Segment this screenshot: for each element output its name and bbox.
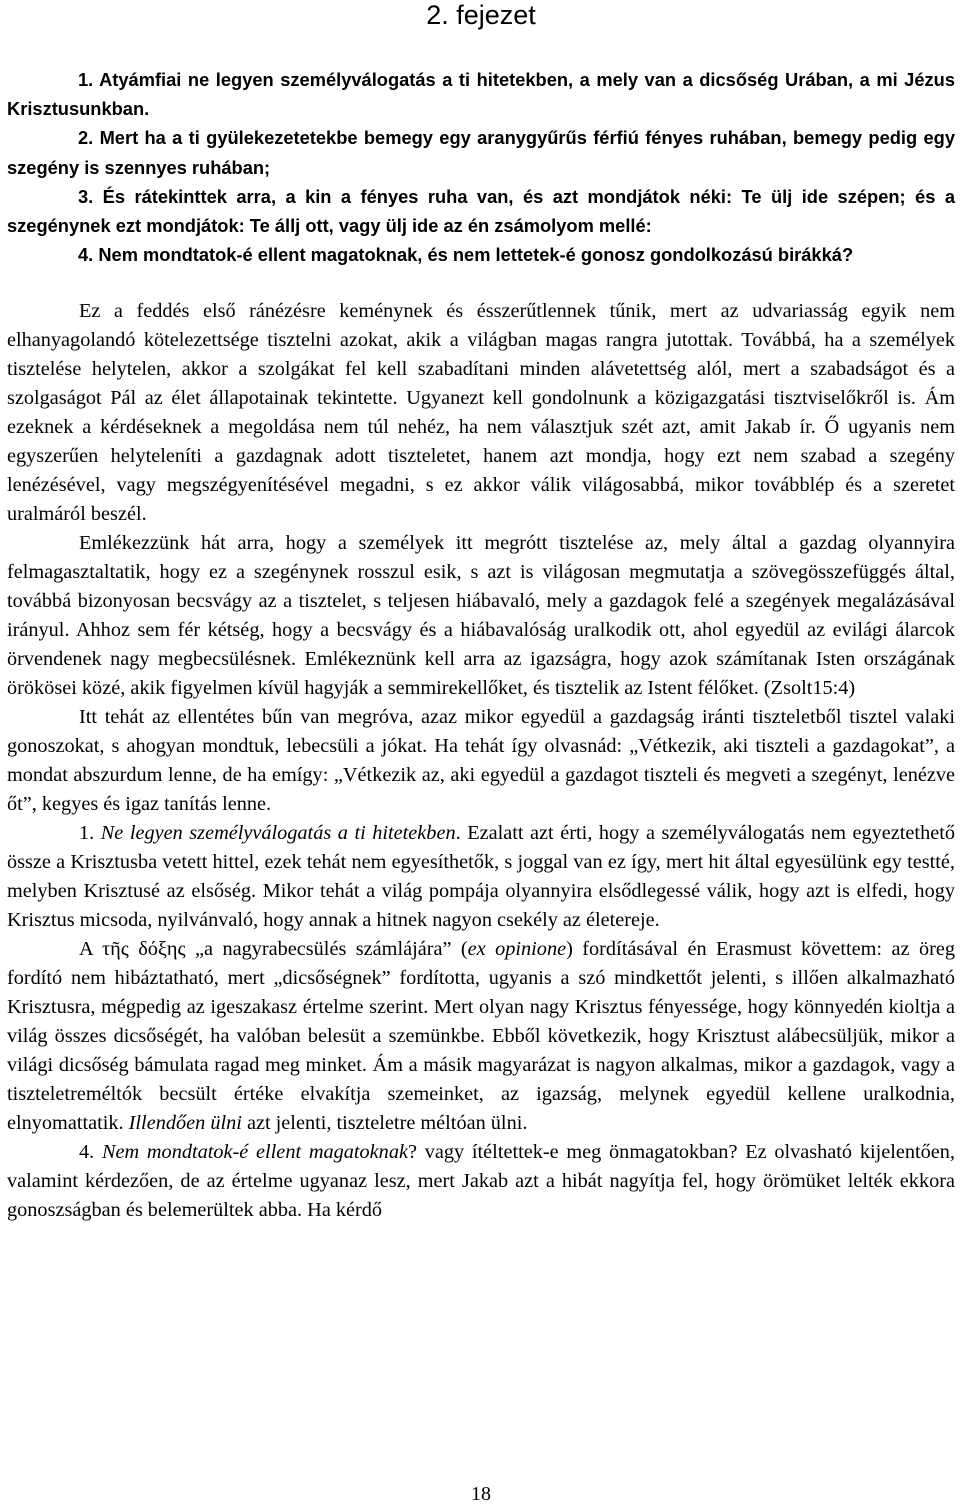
latin-term: ex opinione [467,938,567,961]
paragraph-text: ) fordításával én Erasmust követtem: az öreg fordító nem hibáztatható, mert „dicsőségnek” fordította, ugyanis a szó mindkettőt jelenti, s illően alkalmazható Krisztusra, mégpedig az igeszakasz értelme szerint. Mert olyan nagy Krisztus fényessége, hogy könnyedén kioltja a világ összes dicsőségét, ha valóban belesüt a szemünkbe. Ebből következik, hogy Krisztust alábecsüljük, mikor a világi dicsőség bámulata ragad meg minket. Ám a másik magyarázat is nagyon alkalmas, mikor a gazdagok, vagy a tiszteletreméltók becsült értéke elvakítja szemeinket, az igazság, melynek egyedül kellene uralkodnia, elnyomattatik. [7,938,955,1135]
paragraph-text: . Ezalatt azt érti, hogy a személyválogatás nem egyeztethető össze a Krisztusba vetett hittel, ezek tehát nem egyesíthetők, s joggal van ez így, mert hit által egyesülünk egy testté, melyben Krisztusé az elsőség. Mikor tehát a világ pompája olyannyira elsődlegessé válik, hogy azt is elfedi, hogy Krisztus micsoda, nyilvánvaló, hogy annak a hitnek nagyon csekély az életereje. [7,822,955,932]
paragraph: Emlékezzünk hát arra, hogy a személyek itt megrótt tisztelése az, mely által a gazdag olyannyira felmagasztaltatik, hogy ez a szegénynek rosszul esik, s azt is világosan megmutatja a szövegösszefüggés által, továbbá bizonyosan becsvágy az a tisztelet, s teljesen hiábavaló, mely a gazdagok felé a szegények megalázásával irányul. Ahhoz sem fér kétség, hogy a becsvágy és a hiábavalóság uralkodik ott, ahol egyedül az evilági álarcok örvendenek nagy megbecsülésnek. Emlékeznünk kell arra az igazságra, hogy azok számítanak Isten országának örökösei közé, akik figyelmen kívül hagyják a semmirekellőket, és tisztelik az Istent félőket. (Zsolt15:4) [7,532,955,700]
verse-2: 2. Mert ha a ti gyülekezetetekbe bemegy egy aranygyűrűs férfiú fényes ruhában, bemegy pedig egy szegény is szennyes ruhában; [7,127,955,178]
commentary-body [7,297,955,1225]
document-page [7,0,955,1509]
paragraph [7,1138,955,1225]
quoted-phrase: Illendően ülni [128,1112,242,1135]
quoted-verse: Nem mondtatok-é ellent magatoknak [101,1141,408,1164]
page-number: 18 [471,1483,491,1505]
quoted-verse: Ne legyen személyválogatás a ti hitetekben [100,822,456,845]
chapter-title: 2. fejezet [426,0,536,30]
paragraph: Itt tehát az ellentétes bűn van megróva, azaz mikor egyedül a gazdagság iránti tiszteletből tisztel valaki gonoszokat, s ahogyan mondtuk, lebecsüli a jókat. Ha tehát így olvasnád: „Vétkezik, aki tiszteli a gazdagokat”, a mondat abszurdum lenne, de ha emígy: „Vétkezik az, aki egyedül a gazdagot tiszteli és megveti a szegényt, lenézve őt”, kegyes és igaz tanítás lenne. [7,706,955,816]
verse-3: 3. És rátekinttek arra, a kin a fényes ruha van, és azt mondjátok néki: Te ülj ide szépen; és a szegénynek ezt mondjátok: Te állj ott, vagy ülj ide az én zsámolyom mellé: [7,185,955,237]
paragraph-text: A τῆς δόξης „a nagyrabecsülés számlájára” ( [79,938,468,961]
verse-1: 1. Atyámfiai ne legyen személyválogatás a ti hitetekben, a mely van a dicsőség Urában, a mi Jézus Krisztusunkban. [7,69,955,120]
paragraph [7,935,955,1138]
verse-number: 4. [79,1141,95,1164]
paragraph [7,819,955,935]
paragraph: Ez a feddés első ránézésre keménynek és ésszerűtlennek tűnik, mert az udvariasság egyik nem elhanyagolandó kötelezettsége tisztelni azokat, akik a világban magas rangra jutottak. Továbbá, ha a személyek tisztelése helytelen, akkor a szolgákat fel kell szabadítani minden alávetettség alól, mert a szabadságot és a szolgaságot Pál az élet állapotainak tekintette. Ugyanezt kell gondolnunk a közigazgatási tisztviselőkről is. Ám ezeknek a kérdéseknek a megoldása nem túl nehéz, ha nem választjuk szét azt, amit Jakab ír. Ő ugyanis nem egyszerűen helyteleníti a gazdagnak adott tiszteletet, hanem azt mondja, hogy ezt nem szabad a szegény lenézésével, vagy megszégyenítésével megadni, s ez akkor válik világosabbá, mikor továbblép és a szeretet uralmáról beszél. [7,300,955,526]
scripture-verses [7,65,955,269]
paragraph-text: azt jelenti, tiszteletre méltóan ülni. [241,1112,528,1135]
paragraph-text: ? vagy ítéltettek-e meg önmagatokban? Ez olvasható kijelentően, valamint kérdezően, de az értelme ugyanaz lesz, mert Jakab azt a hibát nagyítja fel, hogy örömüket lelték ekkora gonoszságban és belemerültek abba. Ha kérdő [7,1141,956,1222]
verse-number: 1. [79,822,95,845]
verse-4: 4. Nem mondtatok-é ellent magatoknak, és nem lettetek-é gonosz gondolkozású birákká? [78,244,854,266]
